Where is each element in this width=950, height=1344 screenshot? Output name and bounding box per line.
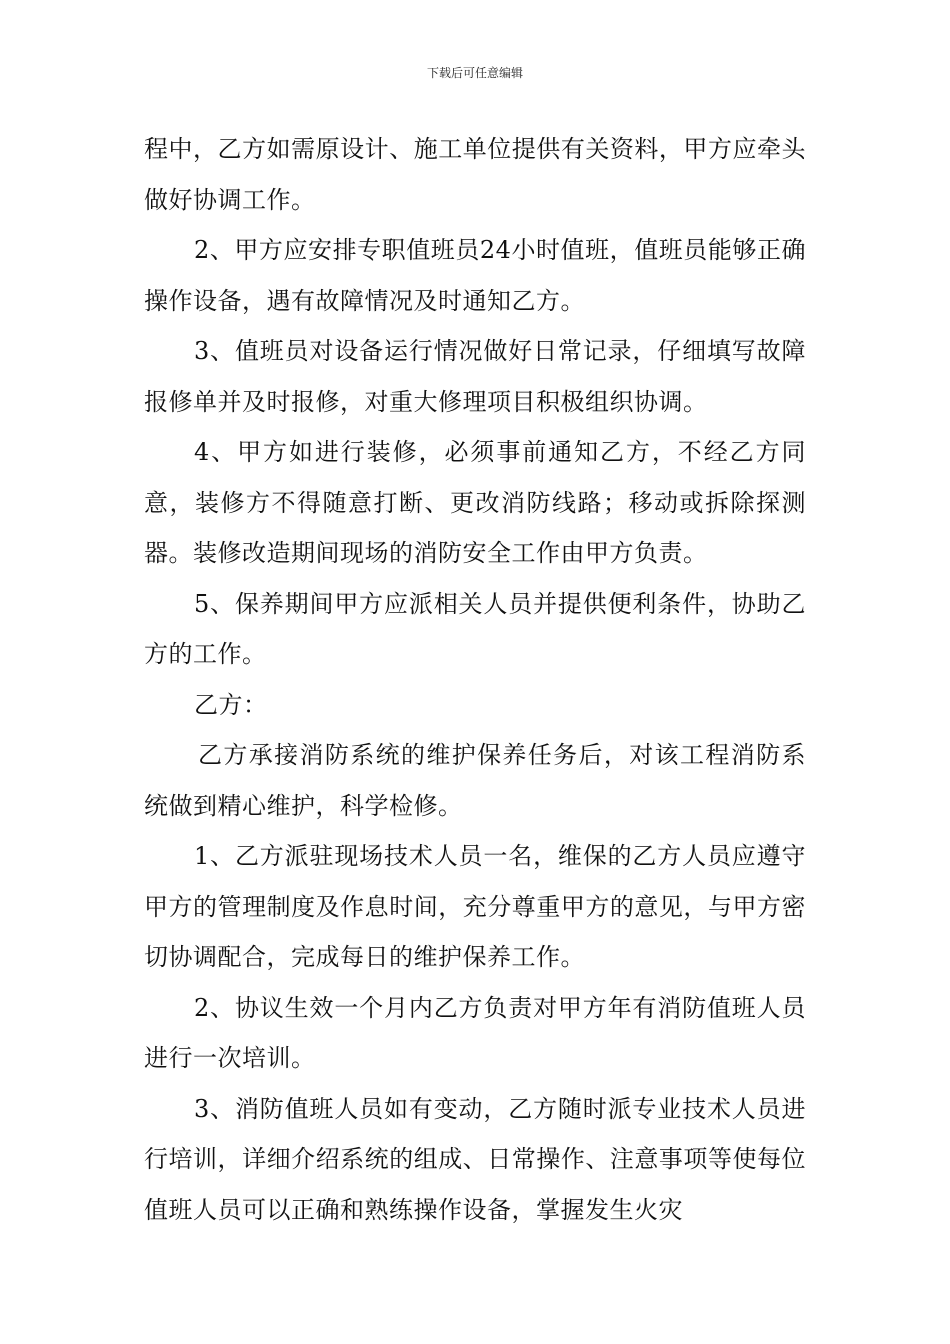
paragraph-party-b-item-1: 1、乙方派驻现场技术人员一名，维保的乙方人员应遵守甲方的管理制度及作息时间，充分尊重甲方的意见，与甲方密切协调配合，完成每日的维护保养工作。 (144, 842, 806, 971)
paragraph-item-4: 4、甲方如进行装修，必须事前通知乙方，不经乙方同意，装修方不得随意打断、更改消防线路；移动或拆除探测器。装修改造期间现场的消防安全工作由甲方负责。 (144, 438, 806, 567)
page-header: 下载后可任意编辑 (426, 66, 523, 80)
paragraph-party-b-item-3: 3、消防值班人员如有变动，乙方随时派专业技术人员进行培训，详细介绍系统的组成、日常操作、注意事项等使每位值班人员可以正确和熟练操作设备，掌握发生火灾 (144, 1094, 806, 1224)
paragraph-item-2: 2、甲方应安排专职值班员24小时值班，值班员能够正确操作设备，遇有故障情况及时通知乙方。 (144, 236, 806, 315)
section-heading-party-b: 乙方： (194, 690, 268, 719)
paragraph-item-5: 5、保养期间甲方应派相关人员并提供便利条件，协助乙方的工作。 (144, 589, 806, 668)
paragraph-item-3: 3、值班员对设备运行情况做好日常记录，仔细填写故障报修单并及时报修，对重大修理项目积极组织协调。 (144, 337, 806, 416)
paragraph-party-b-item-2: 2、协议生效一个月内乙方负责对甲方年有消防值班人员进行一次培训。 (144, 993, 806, 1072)
paragraph-continuation: 程中，乙方如需原设计、施工单位提供有关资料，甲方应牵头做好协调工作。 (144, 135, 806, 214)
paragraph-party-b-intro: 乙方承接消防系统的维护保养任务后，对该工程消防系统做到精心维护，科学检修。 (144, 741, 806, 820)
document-body (144, 124, 806, 1235)
